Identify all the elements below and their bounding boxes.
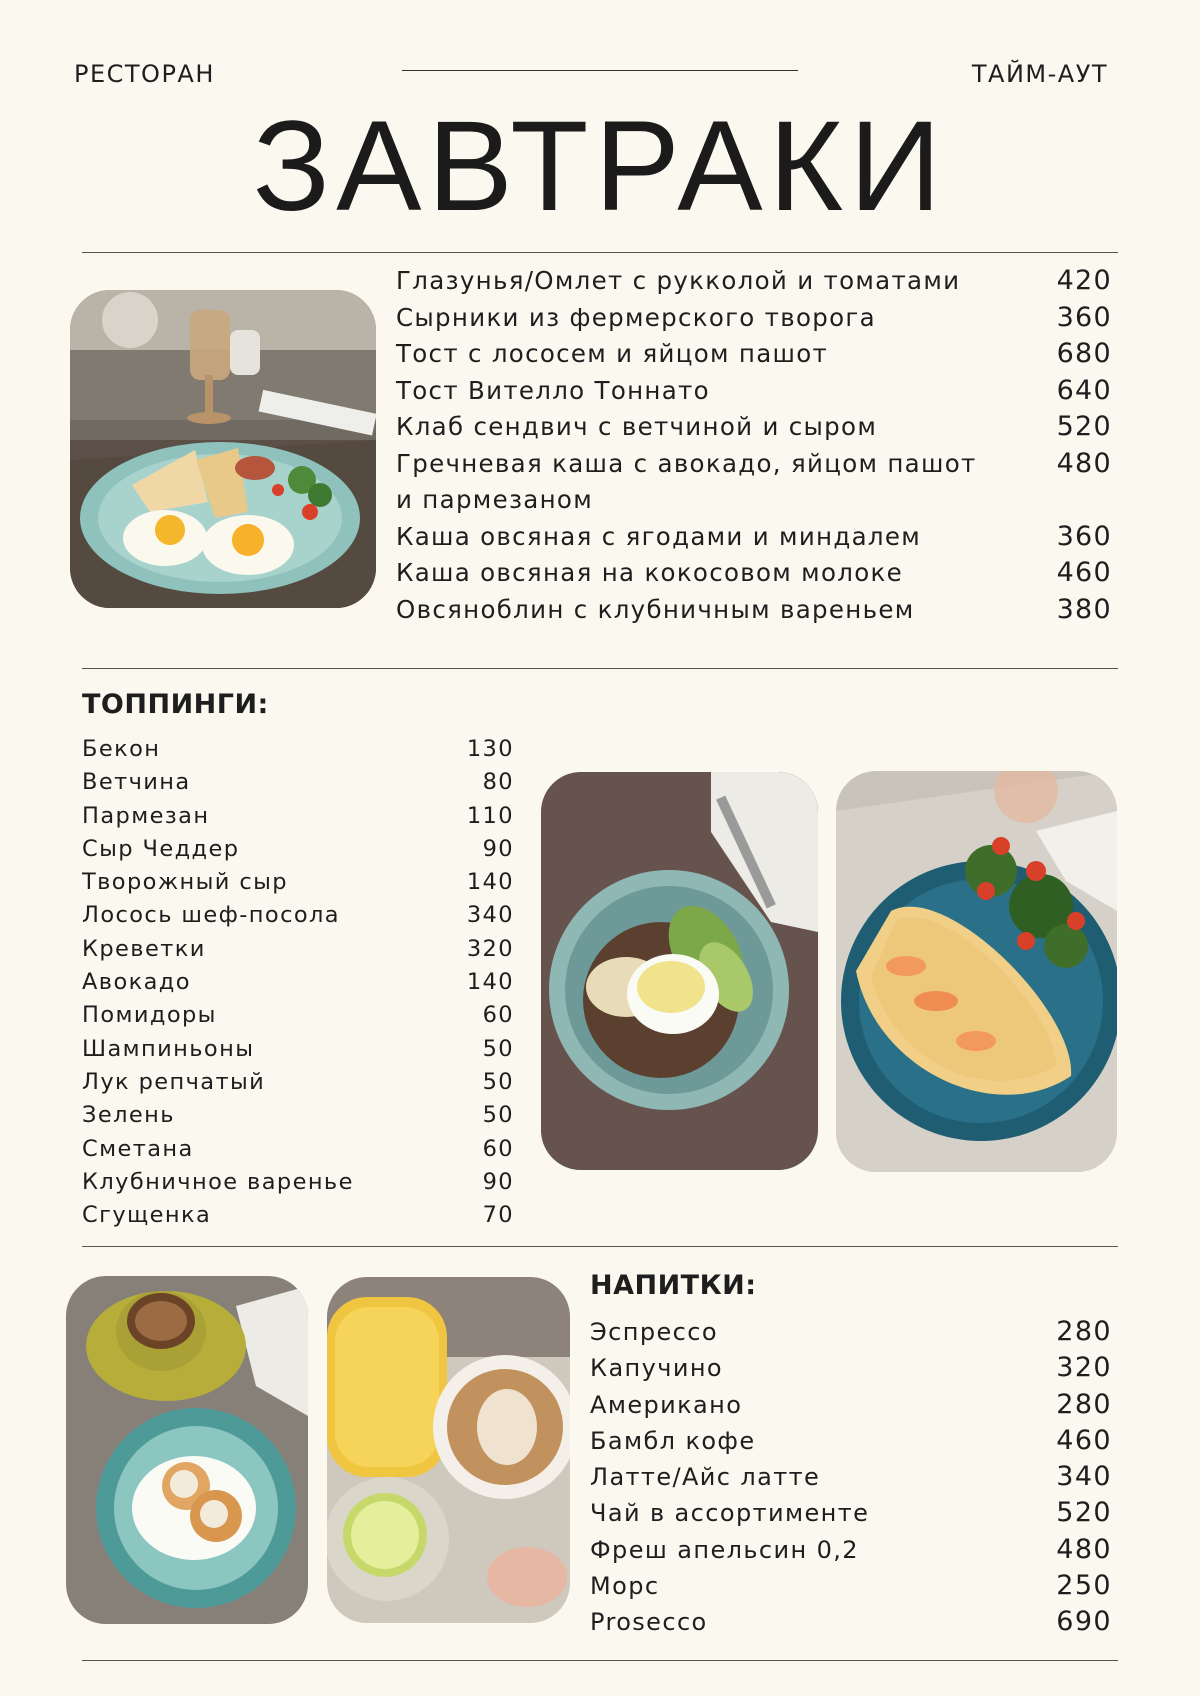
list-item — [590, 1314, 1112, 1350]
dish-price: 520 — [1056, 411, 1112, 442]
topping-price: 140 — [466, 869, 514, 896]
drink-name: Латте/Айс латте — [590, 1463, 821, 1492]
list-item — [590, 1532, 1112, 1568]
list-item — [82, 1066, 514, 1099]
topping-price: 90 — [482, 1168, 514, 1195]
header-divider — [402, 70, 798, 71]
dish-name: Сырники из фермерского творога — [396, 302, 876, 332]
list-item — [590, 1568, 1112, 1604]
list-item — [82, 800, 514, 833]
section-divider — [82, 252, 1118, 253]
list-item — [82, 733, 514, 766]
dish-price: 360 — [1056, 520, 1112, 552]
topping-name: Креветки — [82, 935, 206, 962]
topping-name: Лук репчатый — [82, 1068, 266, 1095]
omelette-shrimp-photo — [836, 771, 1117, 1172]
list-item — [82, 1033, 514, 1066]
section-divider — [82, 1246, 1118, 1247]
topping-name: Зелень — [82, 1102, 175, 1129]
dish-name: Овсяноблин с клубничным вареньем — [396, 594, 915, 624]
list-item — [590, 1604, 1112, 1640]
dish-price: 380 — [1056, 593, 1112, 625]
topping-price: 320 — [466, 935, 514, 962]
page-title: ЗАВТРАКИ — [252, 95, 948, 238]
dish-name — [396, 446, 996, 519]
dish-name-line1: Гречневая каша с авокадо, яйцом пашот — [396, 448, 977, 478]
topping-name: Клубничное варенье — [82, 1168, 354, 1195]
list-item — [396, 592, 1112, 629]
dish-price: 360 — [1056, 301, 1112, 333]
drink-price: 340 — [1056, 1461, 1112, 1493]
list-item — [82, 1199, 514, 1232]
dish-price: 680 — [1056, 338, 1112, 369]
coffee-syrniki-photo — [66, 1276, 308, 1624]
buckwheat-bowl-photo — [541, 772, 818, 1170]
dish-price: 480 — [1056, 447, 1112, 479]
topping-name: Сыр Чеддер — [82, 835, 240, 862]
list-item — [590, 1495, 1112, 1531]
dish-name-line2: и пармезаном — [396, 485, 593, 514]
topping-price: 50 — [482, 1035, 514, 1062]
toppings-title: ТОППИНГИ: — [82, 689, 269, 720]
drink-price: 480 — [1056, 1533, 1112, 1565]
toppings-list — [82, 733, 514, 1232]
list-item — [590, 1459, 1112, 1495]
list-item — [396, 446, 1112, 519]
drink-price: 520 — [1056, 1497, 1112, 1529]
dish-name: Клаб сендвич с ветчиной и сыром — [396, 412, 878, 441]
topping-price: 340 — [466, 902, 514, 929]
list-item — [82, 1166, 514, 1199]
topping-name: Помидоры — [82, 1002, 217, 1029]
drink-name: Prosecco — [590, 1608, 708, 1637]
list-item — [82, 766, 514, 799]
drink-price: 460 — [1056, 1424, 1112, 1456]
dish-price: 420 — [1056, 265, 1112, 296]
list-item — [396, 555, 1112, 592]
juice-latte-photo — [327, 1277, 570, 1623]
dish-name: Глазунья/Омлет с рукколой и томатами — [396, 266, 961, 295]
topping-price: 50 — [482, 1102, 514, 1129]
fried-eggs-toast-photo — [70, 290, 376, 608]
list-item — [82, 999, 514, 1032]
drink-price: 280 — [1056, 1388, 1112, 1420]
topping-name: Творожный сыр — [82, 869, 288, 896]
drink-price: 250 — [1056, 1570, 1112, 1602]
restaurant-name: ТАЙМ-АУТ — [971, 60, 1108, 88]
dish-name: Тост с лососем и яйцом пашот — [396, 339, 829, 368]
topping-name: Сметана — [82, 1135, 194, 1162]
topping-name: Бекон — [82, 736, 161, 762]
topping-price: 60 — [482, 1135, 514, 1162]
list-item — [82, 933, 514, 966]
topping-price: 60 — [482, 1002, 514, 1029]
drink-price: 280 — [1056, 1316, 1112, 1347]
dish-price: 460 — [1056, 557, 1112, 588]
list-item — [82, 966, 514, 999]
dish-name: Каша овсяная на кокосовом молоке — [396, 558, 903, 587]
topping-name: Сгущенка — [82, 1202, 212, 1229]
list-item — [82, 899, 514, 932]
topping-name: Лосось шеф-посола — [82, 902, 340, 929]
list-item — [590, 1423, 1112, 1459]
list-item — [82, 1099, 514, 1132]
drink-price: 320 — [1056, 1352, 1112, 1384]
topping-price: 80 — [482, 769, 514, 796]
list-item — [82, 866, 514, 899]
section-divider — [82, 668, 1118, 669]
drinks-list — [590, 1314, 1112, 1641]
list-item — [396, 300, 1112, 337]
drink-price: 690 — [1056, 1606, 1112, 1638]
list-item — [590, 1350, 1112, 1386]
list-item — [82, 833, 514, 866]
list-item — [396, 409, 1112, 446]
drink-name: Морс — [590, 1572, 660, 1601]
dish-name: Каша овсяная с ягодами и миндалем — [396, 521, 922, 551]
list-item — [82, 1133, 514, 1166]
list-item — [396, 336, 1112, 373]
drink-name: Американо — [590, 1390, 743, 1419]
topping-price: 70 — [482, 1202, 514, 1229]
topping-price: 50 — [482, 1068, 514, 1095]
list-item — [396, 373, 1112, 410]
breakfast-list — [396, 263, 1112, 628]
dish-price: 640 — [1056, 374, 1112, 406]
drink-name: Капучино — [590, 1354, 723, 1383]
topping-price: 90 — [482, 835, 514, 862]
topping-name: Пармезан — [82, 802, 210, 829]
drink-name: Фреш апельсин 0,2 — [590, 1535, 859, 1564]
drink-name: Чай в ассортименте — [590, 1499, 870, 1528]
topping-price: 140 — [466, 969, 514, 996]
topping-price: 130 — [466, 736, 514, 762]
topping-name: Шампиньоны — [82, 1035, 255, 1062]
list-item — [396, 519, 1112, 556]
drink-name: Бамбл кофе — [590, 1426, 756, 1455]
topping-price: 110 — [466, 802, 514, 829]
list-item — [396, 263, 1112, 300]
dish-name: Тост Вителло Тоннато — [396, 375, 710, 405]
drink-name: Эспрессо — [590, 1318, 718, 1346]
topping-name: Ветчина — [82, 769, 191, 796]
list-item — [590, 1387, 1112, 1423]
topping-name: Авокадо — [82, 969, 191, 996]
drinks-title: НАПИТКИ: — [590, 1270, 757, 1301]
restaurant-label: РЕСТОРАН — [74, 60, 215, 88]
section-divider — [82, 1660, 1118, 1661]
